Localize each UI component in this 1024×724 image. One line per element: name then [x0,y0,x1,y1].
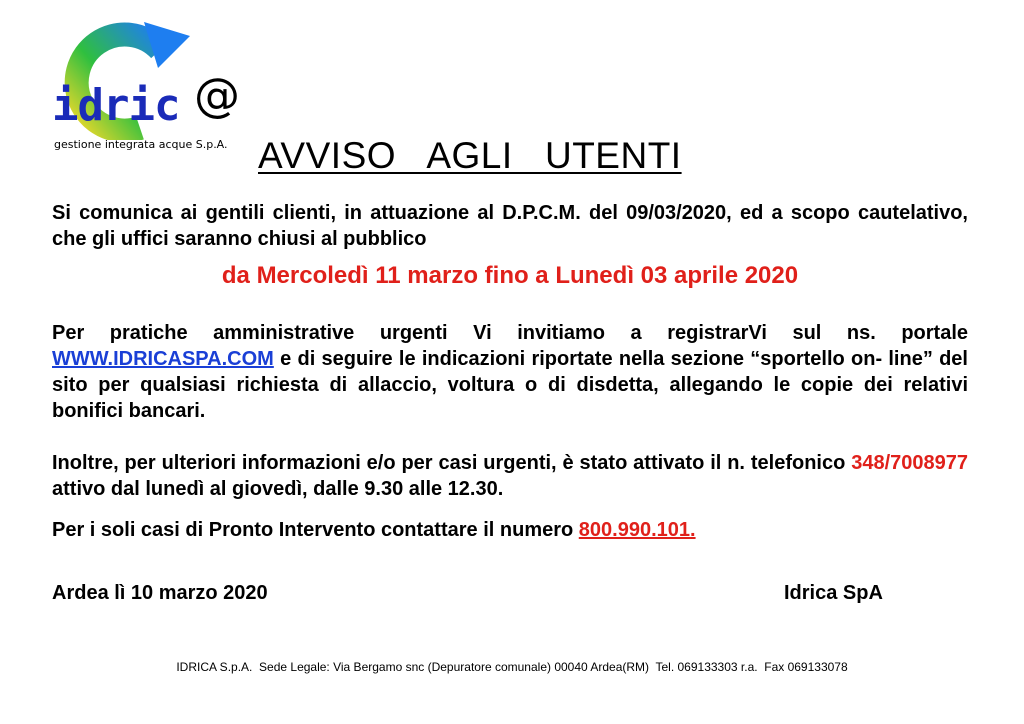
info-text-before: Inoltre, per ulteriori informazioni e/o per casi urgenti, è stato attivato il n. telefonico [52,452,852,474]
closure-dates: da Mercoledì 11 marzo fino a Lunedì 03 aprile 2020 [221,262,799,289]
intro-text: Si comunica ai gentili clienti, in attuazione al D.P.C.M. del 09/03/2020, ed a scopo cautelativo, che gli uffici saranno chiusi al pubblico [52,202,968,250]
signature-company: Idrica SpA [784,582,883,604]
portal-text-after: e di seguire le indicazioni riportate nella sezione “sportello on- line” del sito per qualsiasi richiesta di allaccio, voltura o di disdetta, allegando le copie dei relativi bonifici bancari. [52,348,968,422]
footer-legal-info: IDRICA S.p.A. Sede Legale: Via Bergamo snc (Depuratore comunale) 00040 Ardea(RM) Tel. 069133303 r.a. Fax 069133078 [176,660,848,674]
info-paragraph [52,450,968,502]
emergency-paragraph [52,517,968,543]
portal-text-before: Per pratiche amministrative urgenti Vi invitiamo a registrarVi sul ns. portale [52,322,968,344]
portal-paragraph [52,320,968,424]
emergency-period: . [690,519,696,541]
intro-paragraph [52,200,968,252]
logo-tagline: gestione integrata acque S.p.A. [54,138,228,151]
logo-wordmark: idric [52,80,180,131]
phone-number: 348/7008977 [851,452,968,474]
info-text-after: attivo dal lunedì al giovedì, dalle 9.30 alle 12.30. [52,478,504,500]
emergency-number: 800.990.101 [578,519,691,541]
website-link[interactable]: WWW.IDRICASPA.COM [52,348,274,370]
signature-place-date: Ardea lì 10 marzo 2020 [52,582,268,604]
logo-at-sign: @ [194,68,240,122]
emergency-text-before: Per i soli casi di Pronto Intervento contattare il numero [52,519,579,541]
notice-title: AVVISO AGLI UTENTI [258,135,682,176]
